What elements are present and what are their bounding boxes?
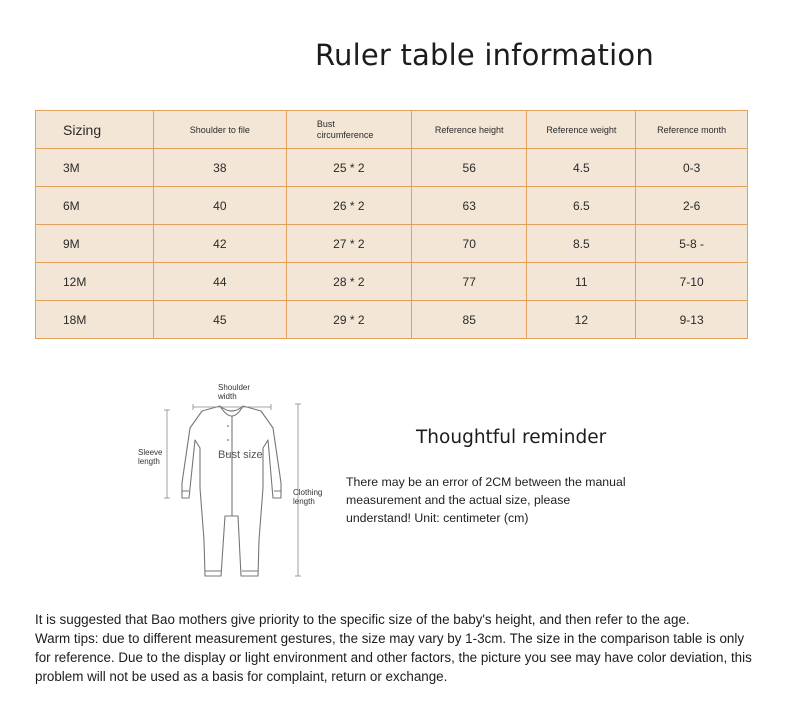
table-header-row xyxy=(36,111,748,149)
cell-month: 5-8 - xyxy=(636,225,748,263)
cell-shoulder: 42 xyxy=(154,225,287,263)
cell-size: 9M xyxy=(36,225,154,263)
cell-height: 70 xyxy=(412,225,527,263)
header-weight: Reference weight xyxy=(527,111,636,149)
header-bust-label: Bust circumference xyxy=(316,118,374,140)
cell-month: 0-3 xyxy=(636,149,748,187)
table-row xyxy=(36,187,748,225)
notes-paragraph: It is suggested that Bao mothers give priority to the specific size of the baby's height, and then refer to the age. xyxy=(35,612,690,627)
shoulder-width-label: Shoulder width xyxy=(218,383,251,401)
notes-paragraph: Warm tips: due to different measurement gestures, the size may vary by 1-3cm. The size in the comparison table is only for reference. Due to the display or light environment and other factors, the picture you see may have color deviation, this problem will not be used as a basis for complaint, return or exchange. xyxy=(35,631,752,684)
cell-weight: 8.5 xyxy=(527,225,636,263)
cell-weight: 4.5 xyxy=(527,149,636,187)
clothing-length-label: Clothing length xyxy=(293,488,323,506)
cell-height: 56 xyxy=(412,149,527,187)
header-height: Reference height xyxy=(412,111,527,149)
header-bust xyxy=(286,111,411,149)
header-sizing: Sizing xyxy=(36,111,154,149)
cell-shoulder: 44 xyxy=(154,263,287,301)
cell-month: 7-10 xyxy=(636,263,748,301)
cell-shoulder: 38 xyxy=(154,149,287,187)
table-row xyxy=(36,301,748,339)
table-row xyxy=(36,225,748,263)
cell-shoulder: 45 xyxy=(154,301,287,339)
cell-size: 12M xyxy=(36,263,154,301)
cell-height: 77 xyxy=(412,263,527,301)
sleeve-length-label: Sleeve length xyxy=(138,448,163,466)
romper-illustration-icon xyxy=(125,378,340,593)
table-row xyxy=(36,263,748,301)
header-month: Reference month xyxy=(636,111,748,149)
romper-measurement-diagram xyxy=(125,378,340,593)
cell-bust: 26 * 2 xyxy=(286,187,411,225)
cell-month: 9-13 xyxy=(636,301,748,339)
size-chart-table xyxy=(35,110,748,339)
cell-month: 2-6 xyxy=(636,187,748,225)
reminder-title: Thoughtful reminder xyxy=(416,427,607,448)
bust-size-label: Bust size xyxy=(218,449,263,461)
header-shoulder: Shoulder to file xyxy=(154,111,287,149)
table-row xyxy=(36,149,748,187)
cell-weight: 12 xyxy=(527,301,636,339)
cell-size: 18M xyxy=(36,301,154,339)
cell-bust: 27 * 2 xyxy=(286,225,411,263)
cell-height: 63 xyxy=(412,187,527,225)
cell-shoulder: 40 xyxy=(154,187,287,225)
cell-bust: 28 * 2 xyxy=(286,263,411,301)
cell-bust: 25 * 2 xyxy=(286,149,411,187)
notes-section xyxy=(35,610,755,686)
cell-size: 6M xyxy=(36,187,154,225)
page-title: Ruler table information xyxy=(315,38,654,72)
cell-weight: 11 xyxy=(527,263,636,301)
cell-weight: 6.5 xyxy=(527,187,636,225)
cell-size: 3M xyxy=(36,149,154,187)
cell-height: 85 xyxy=(412,301,527,339)
reminder-text: There may be an error of 2CM between the manual measurement and the actual size, please understand! Unit: centimeter (cm) xyxy=(346,475,626,525)
cell-bust: 29 * 2 xyxy=(286,301,411,339)
